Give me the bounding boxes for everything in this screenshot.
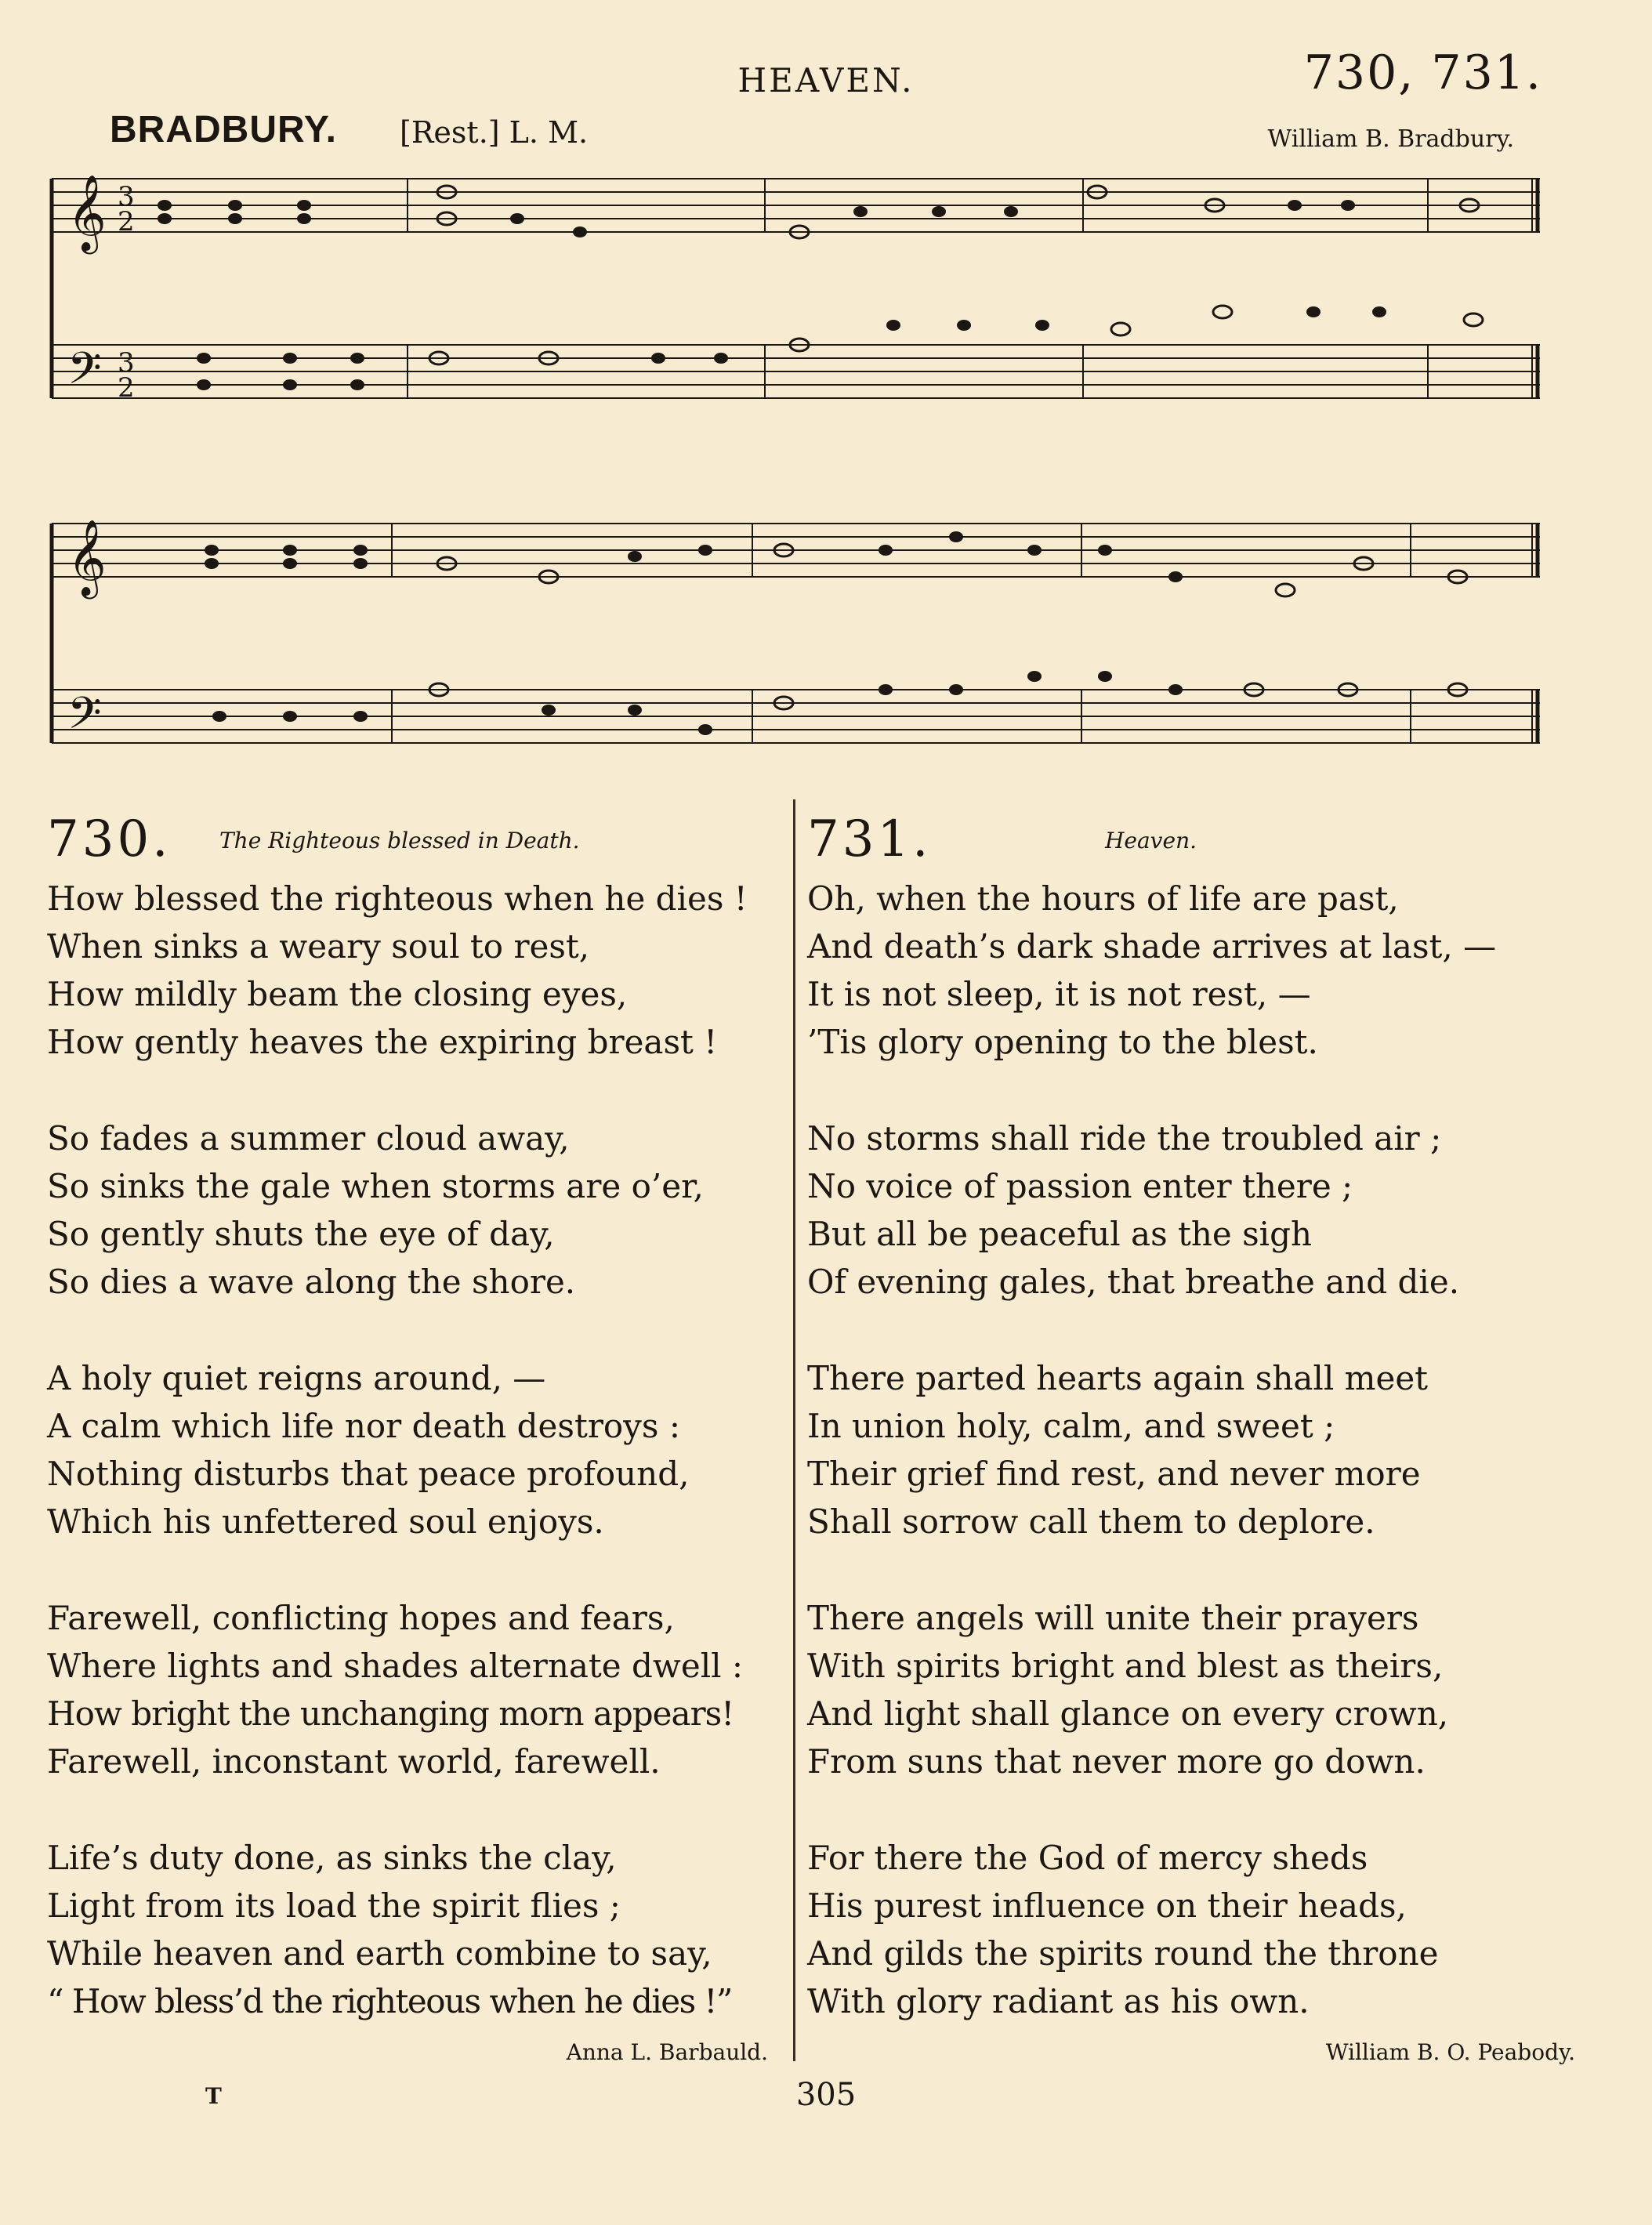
half-notes-1 <box>429 186 1483 364</box>
clefs-1 <box>67 174 135 405</box>
verse-line: A calm which life nor death destroys : <box>47 1407 680 1445</box>
verse-line: Farewell, conflicting hopes and fears, <box>47 1599 675 1637</box>
verse-line: There parted hearts again shall meet <box>807 1359 1429 1397</box>
verse-line: From suns that never more go down. <box>807 1742 1426 1781</box>
svg-text:𝄞: 𝄞 <box>67 174 107 251</box>
column-divider <box>793 799 795 2061</box>
verse-line: But all be peaceful as the sigh <box>807 1215 1313 1253</box>
verse-line: Nothing disturbs that peace profound, <box>47 1455 690 1493</box>
verse-line: A holy quiet reigns around, — <box>47 1359 546 1397</box>
verse-line: While heaven and earth combine to say, <box>47 1934 712 1973</box>
treble-staff-1 <box>52 179 1540 232</box>
verse-line: Life’s duty done, as sinks the clay, <box>47 1839 617 1877</box>
verse-line: So dies a wave along the shore. <box>47 1263 576 1301</box>
barlines-1 <box>408 179 1538 398</box>
verse-line: So fades a summer cloud away, <box>47 1119 570 1158</box>
stanza-2 <box>807 1114 1591 1306</box>
hymn-range-number: 730, 731. <box>1303 45 1542 100</box>
verse-line: Where lights and shades alternate dwell : <box>47 1647 744 1685</box>
verse-line: Their grief find rest, and never more <box>807 1455 1421 1493</box>
verse-line: When sinks a weary soul to rest, <box>47 927 590 966</box>
hymn-731-header <box>807 810 1591 875</box>
treble-staff-2 <box>52 524 1540 577</box>
verse-line: Of evening gales, that breathe and die. <box>807 1263 1460 1301</box>
verse-line: Oh, when the hours of life are past, <box>807 879 1399 918</box>
verse-line: And light shall glance on every crown, <box>807 1694 1449 1733</box>
verse-line: With glory radiant as his own. <box>807 1982 1310 2020</box>
staff-system-2 <box>52 519 1540 750</box>
clefs-2 <box>67 519 107 750</box>
stanza-5 <box>807 1834 1591 2025</box>
svg-text:2: 2 <box>118 206 135 237</box>
hymn-author: Anna L. Barbauld. <box>566 2039 768 2065</box>
svg-text:3: 3 <box>118 347 135 379</box>
svg-text:𝄢: 𝄢 <box>67 688 102 750</box>
verse-line: So gently shuts the eye of day, <box>47 1215 555 1253</box>
verse-line: And gilds the spirits round the throne <box>807 1934 1439 1973</box>
stanza-1 <box>47 875 792 1066</box>
verse-line: Farewell, inconstant world, farewell. <box>47 1742 661 1781</box>
verse-line: For there the God of mercy sheds <box>807 1839 1368 1877</box>
notes-2 <box>205 531 1183 735</box>
hymn-subtitle: The Righteous blessed in Death. <box>219 828 580 853</box>
hymn-730 <box>47 810 792 2065</box>
verse-line: Which his unfettered soul enjoys. <box>47 1502 604 1541</box>
verse-line: How gently heaves the expiring breast ! <box>47 1023 718 1061</box>
stanza-4 <box>807 1594 1591 1785</box>
stanza-2 <box>47 1114 792 1306</box>
verse-line: How mildly beam the closing eyes, <box>47 975 628 1013</box>
verse-line: It is not sleep, it is not rest, — <box>807 975 1311 1013</box>
svg-text:𝄢: 𝄢 <box>67 343 102 405</box>
hymn-730-header <box>47 810 792 875</box>
verse-line: And death’s dark shade arrives at last, — <box>807 927 1497 966</box>
stanza-3 <box>47 1354 792 1546</box>
stanza-5 <box>47 1834 792 2025</box>
bass-staff-2 <box>52 690 1540 743</box>
hymn-number: 731. <box>807 810 932 868</box>
verse-line: No storms shall ride the troubled air ; <box>807 1119 1442 1158</box>
page-number: 305 <box>795 2077 857 2113</box>
verse-line: Light from its load the spirit flies ; <box>47 1886 621 1925</box>
verse-line: No voice of passion enter there ; <box>807 1167 1353 1205</box>
svg-text:3: 3 <box>118 181 135 212</box>
verse-line: His purest influence on their heads, <box>807 1886 1407 1925</box>
music-score <box>0 0 1652 792</box>
svg-text:𝄞: 𝄞 <box>67 519 107 596</box>
stanza-4 <box>47 1594 792 1785</box>
verse-line: In union holy, calm, and sweet ; <box>807 1407 1335 1445</box>
half-notes-2 <box>429 544 1467 709</box>
verse-line: “ How bless’d the righteous when he dies !” <box>47 1982 732 2020</box>
verse-line: ’Tis glory opening to the blest. <box>807 1023 1318 1061</box>
printer-signature: T <box>205 2083 222 2109</box>
bass-staff-1 <box>52 345 1540 398</box>
svg-text:2: 2 <box>118 372 135 404</box>
verse-line: How bright the unchanging morn appears! <box>47 1694 734 1733</box>
running-title: HEAVEN. <box>737 61 915 100</box>
verse-line: With spirits bright and blest as theirs, <box>807 1647 1444 1685</box>
verse-line: Shall sorrow call them to deplore. <box>807 1502 1375 1541</box>
tune-composer: William B. Bradbury. <box>1267 125 1514 153</box>
stanza-1 <box>807 875 1591 1066</box>
verse-line: There angels will unite their prayers <box>807 1599 1419 1637</box>
verse-line: How blessed the righteous when he dies ! <box>47 879 748 918</box>
tune-meter: [Rest.] L. M. <box>400 115 589 150</box>
hymn-subtitle: Heaven. <box>1105 828 1197 853</box>
staff-system-1 <box>52 174 1540 405</box>
notes-1 <box>158 200 1386 390</box>
hymn-number: 730. <box>47 810 172 868</box>
tune-name: BRADBURY. <box>110 109 337 150</box>
hymn-author: William B. O. Peabody. <box>1325 2039 1575 2065</box>
verse-line: So sinks the gale when storms are o’er, <box>47 1167 704 1205</box>
stanza-3 <box>807 1354 1591 1546</box>
hymn-731 <box>807 810 1591 2065</box>
